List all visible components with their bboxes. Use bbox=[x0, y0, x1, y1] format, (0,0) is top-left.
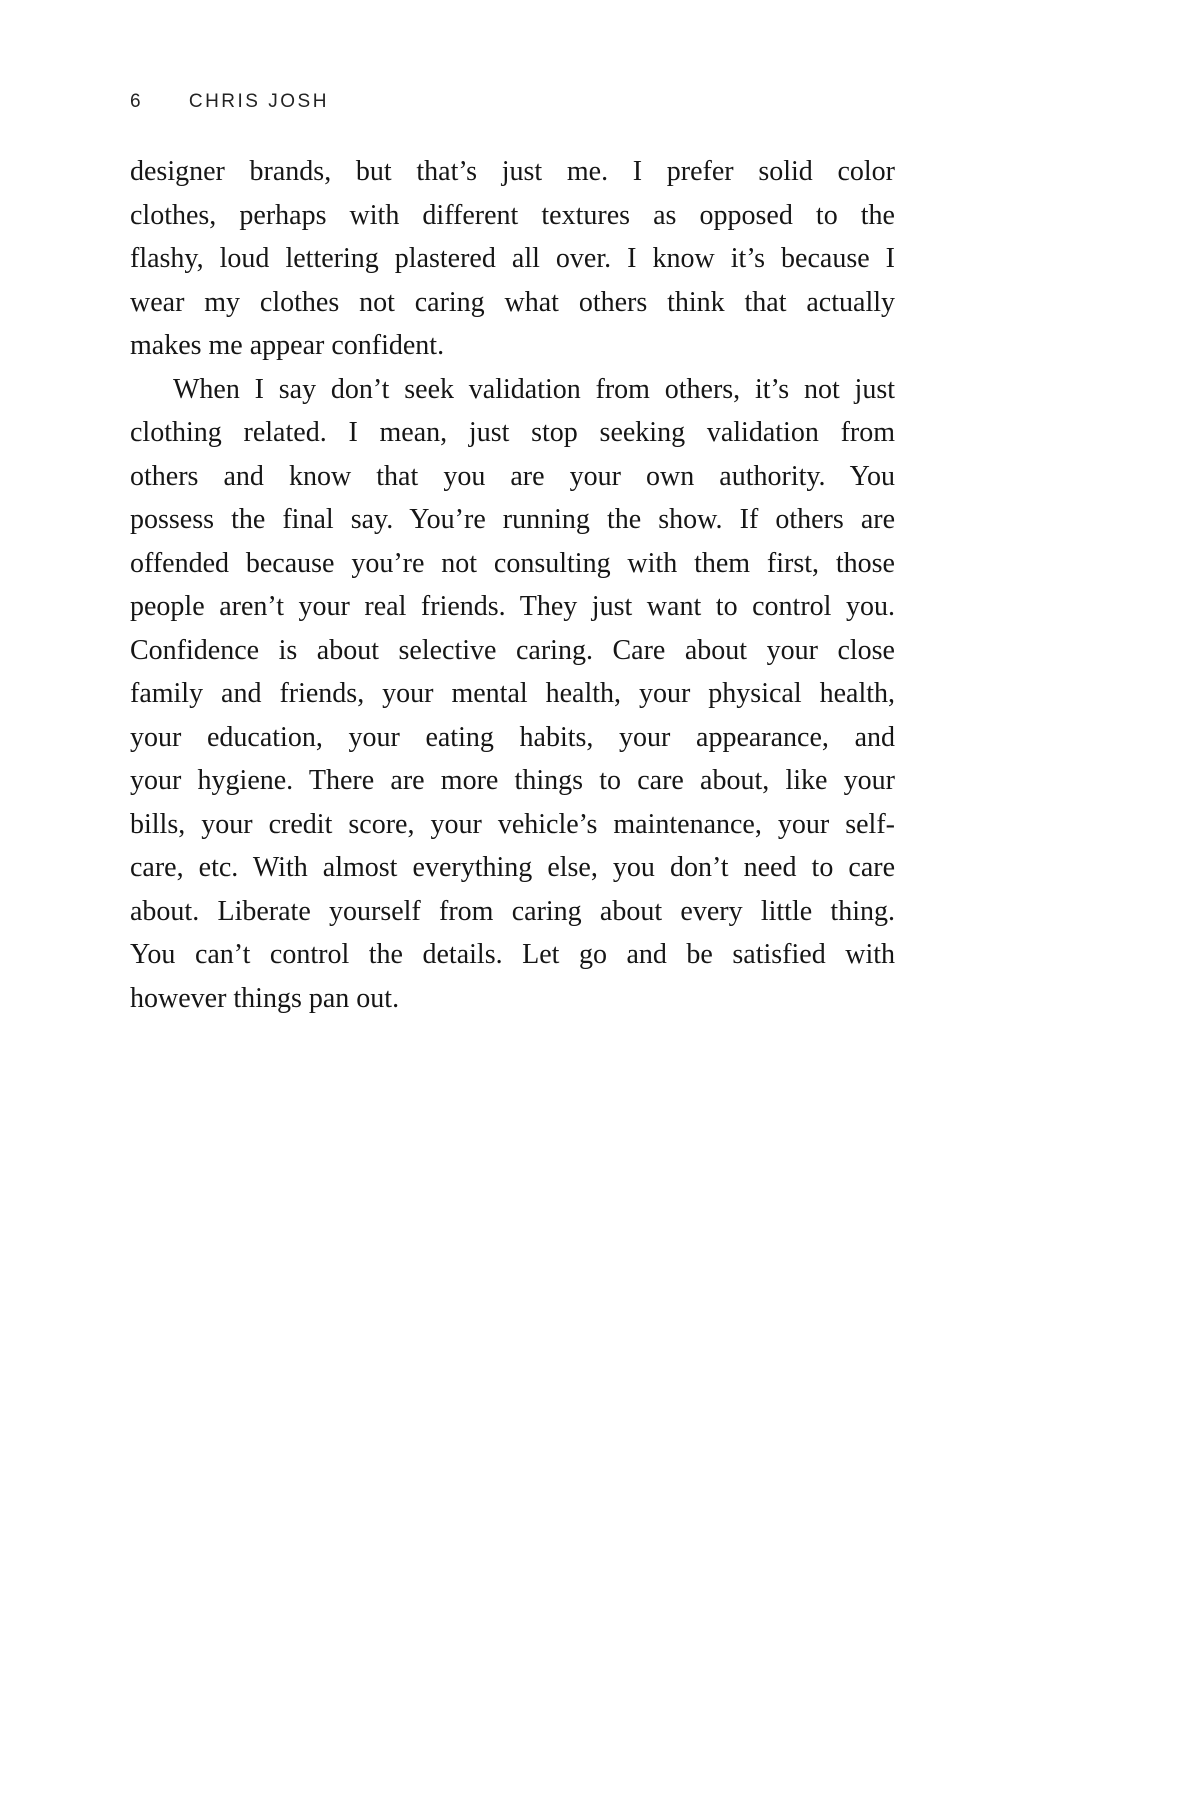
text-line: your education, your eating habits, your appearance, and bbox=[130, 721, 895, 753]
text-line: possess the final say. You’re running the show. If others are bbox=[130, 504, 895, 535]
text-line: people aren’t your real friends. They just want to control you. bbox=[130, 591, 895, 622]
text-line: clothing related. I mean, just stop seeking validation from bbox=[130, 417, 895, 448]
text-line: Confidence is about selective caring. Care about your close bbox=[130, 634, 895, 666]
text-line: clothes, perhaps with different textures as opposed to the bbox=[130, 199, 895, 231]
text-line: offended because you’re not consulting with them first, those bbox=[130, 547, 895, 579]
text-line: your hygiene. There are more things to care about, like your bbox=[130, 765, 895, 796]
paragraph-2 bbox=[130, 368, 895, 1021]
text-line: flashy, loud lettering plastered all over. I know it’s because I bbox=[130, 243, 895, 274]
page-header bbox=[130, 91, 895, 113]
text-line: bills, your credit score, your vehicle’s maintenance, your self- bbox=[130, 808, 895, 840]
page-number: 6 bbox=[130, 91, 144, 112]
text-line: care, etc. With almost everything else, you don’t need to care bbox=[130, 852, 895, 883]
text-line: When I say don’t seek validation from others, it’s not just bbox=[173, 373, 895, 405]
text-line: however things pan out. bbox=[130, 982, 400, 1014]
text-line: family and friends, your mental health, your physical health, bbox=[130, 678, 895, 709]
body-text bbox=[130, 150, 895, 1020]
text-line: makes me appear confident. bbox=[130, 330, 445, 361]
text-line: others and know that you are your own authority. You bbox=[130, 460, 895, 492]
text-line: about. Liberate yourself from caring about every little thing. bbox=[130, 895, 895, 927]
text-line: designer brands, but that’s just me. I prefer solid color bbox=[130, 156, 895, 187]
text-line: wear my clothes not caring what others think that actually bbox=[130, 286, 895, 318]
running-head: CHRIS JOSH bbox=[188, 91, 329, 112]
paragraph-1 bbox=[130, 150, 895, 368]
text-line: You can’t control the details. Let go and be satisfied with bbox=[130, 939, 895, 970]
